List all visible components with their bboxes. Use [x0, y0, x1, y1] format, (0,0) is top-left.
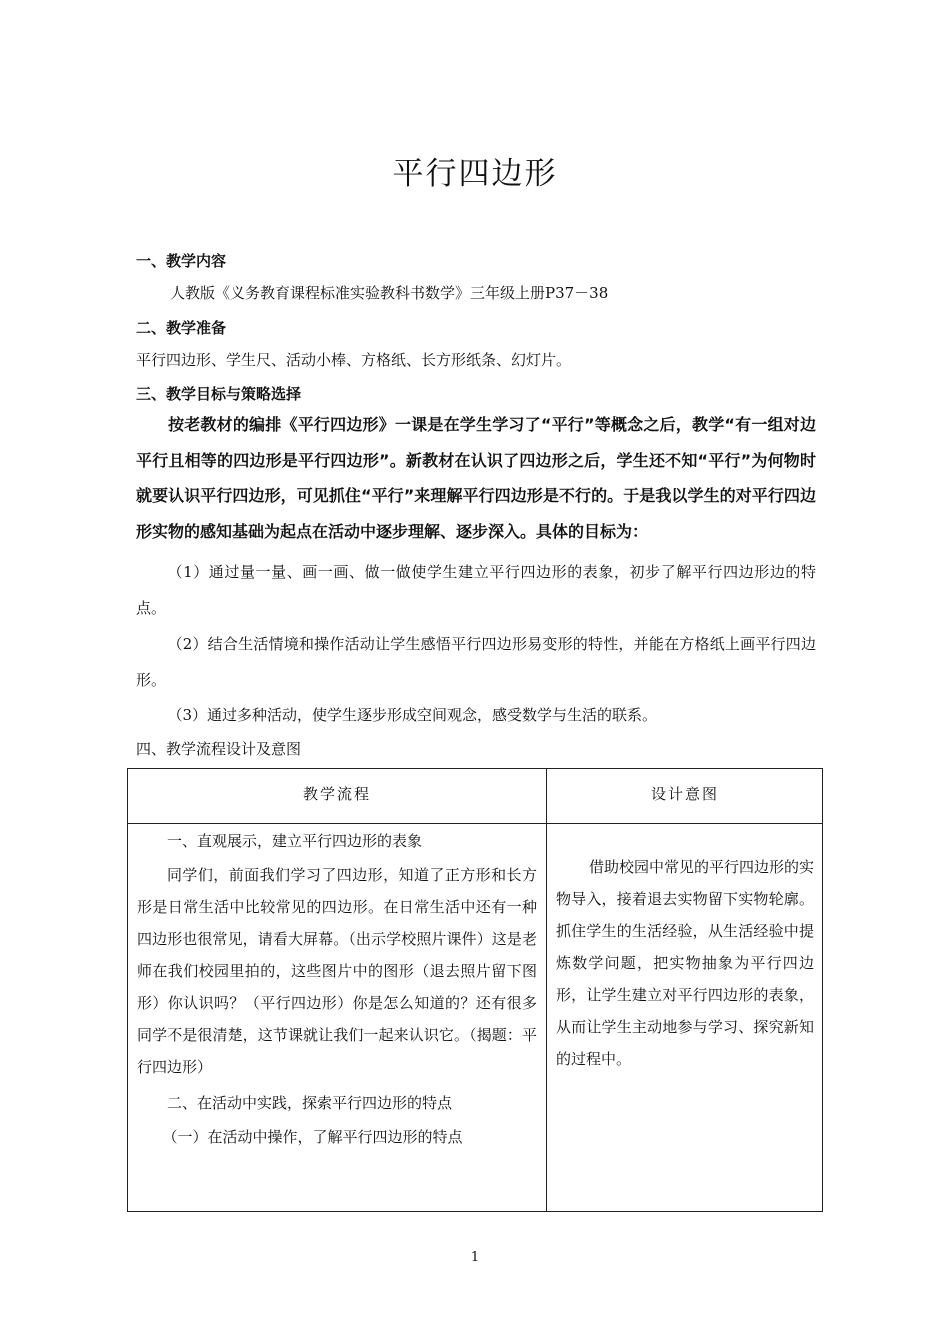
section-heading-flow: 四、教学流程设计及意图	[136, 740, 302, 758]
flow-step-2-sub: （一）在活动中操作，了解平行四边形的特点	[162, 1128, 463, 1146]
goal-item-1: （1）通过量一量、画一画、做一做使学生建立平行四边形的表象，初步了解平行四边形边的特点。	[136, 563, 816, 617]
flow-step-2: 二、在活动中实践，探索平行四边形的特点	[167, 1094, 453, 1112]
table-header-intent: 设计意图	[650, 785, 719, 803]
teaching-flow-table	[127, 768, 823, 1212]
section-text-goals: 按老教材的编排《平行四边形》一课是在学生学习了“平行”等概念之后，教学“有一组对边平行且相等的四边形是平行四边形”。新教材在认识了四边形之后，学生还不知“平行”为何物时就要认识平行四边形，可见抓住“平行”来理解平行四边形是不行的。于是我以学生的对平行四边形实物的感知基础为起点在活动中逐步理解、逐步深入。具体的目标为：	[136, 415, 816, 541]
table-header-flow: 教学流程	[302, 785, 371, 803]
section-text-preparation: 平行四边形、学生尺、活动小棒、方格纸、长方形纸条、幻灯片。	[136, 351, 572, 369]
page-number: 1	[470, 1250, 480, 1265]
table-cell-intent: 借助校园中常见的平行四边形的实物导入，接着退去实物留下实物轮廓。抓住学生的生活经验，从生活经验中提炼数学问题，把实物抽象为平行四边形，让学生建立对平行四边形的表象，从而让学生主动地参与学习、探究新知的过程中。	[556, 858, 815, 1068]
flow-step-1: 一、直观展示，建立平行四边形的表象	[167, 832, 423, 850]
section-text-content: 人教版《义务教育课程标准实验教科书数学》三年级上册P37－38	[170, 284, 609, 302]
section-heading-content: 一、教学内容	[136, 252, 227, 270]
table-column-divider	[546, 769, 547, 1211]
flow-step-1-text: 同学们，前面我们学习了四边形，知道了正方形和长方形是日常生活中比较常见的四边形。在日常生活中还有一种四边形也很常见，请看大屏幕。（出示学校照片课件）这是老师在我们校园里拍的，这些图片中的图形（退去照片留下图形）你认识吗？（平行四边形）你是怎么知道的？还有很多同学不是很清楚，这节课就让我们一起来认识它。（揭题：平行四边形）	[137, 866, 537, 1076]
table-header-divider	[128, 823, 822, 824]
table-cell-flow	[137, 831, 537, 1147]
document-title: 平行四边形	[392, 156, 558, 192]
goal-item-2: （2）结合生活情境和操作活动让学生感悟平行四边形易变形的特性，并能在方格纸上画平行四边形。	[136, 635, 816, 689]
section-heading-preparation: 二、教学准备	[136, 319, 227, 337]
goal-item-3: （3）通过多种活动，使学生逐步形成空间观念，感受数学与生活的联系。	[167, 706, 658, 724]
section-heading-goals: 三、教学目标与策略选择	[136, 385, 302, 403]
